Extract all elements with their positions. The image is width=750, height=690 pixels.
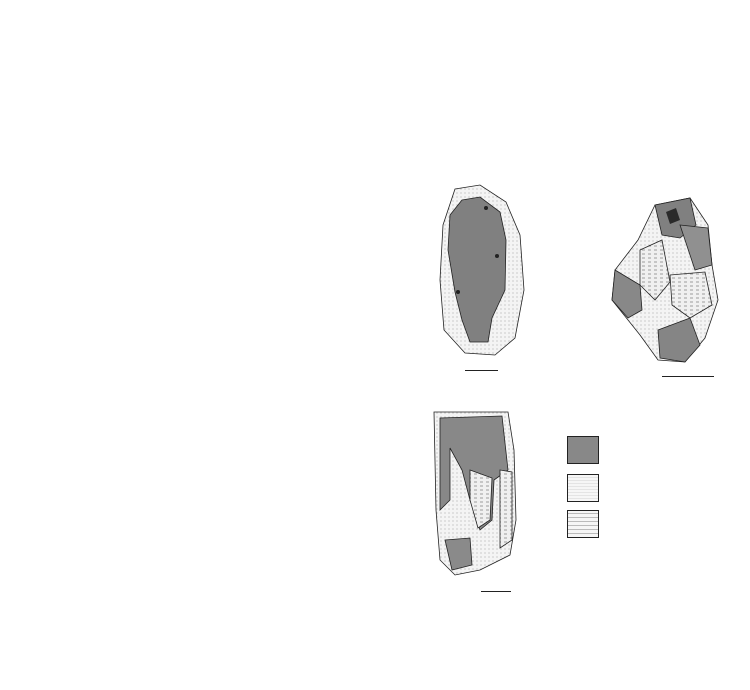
scale-bar-a (465, 370, 498, 371)
legend-swatch-poor (567, 474, 599, 502)
legend-swatch-rich (567, 436, 599, 464)
grain-c (434, 412, 516, 575)
scale-bar-b (662, 376, 714, 377)
legend-swatch-free (567, 510, 599, 538)
scale-bar-c (481, 591, 511, 592)
grain-a (440, 185, 524, 355)
grain-b (612, 198, 718, 362)
